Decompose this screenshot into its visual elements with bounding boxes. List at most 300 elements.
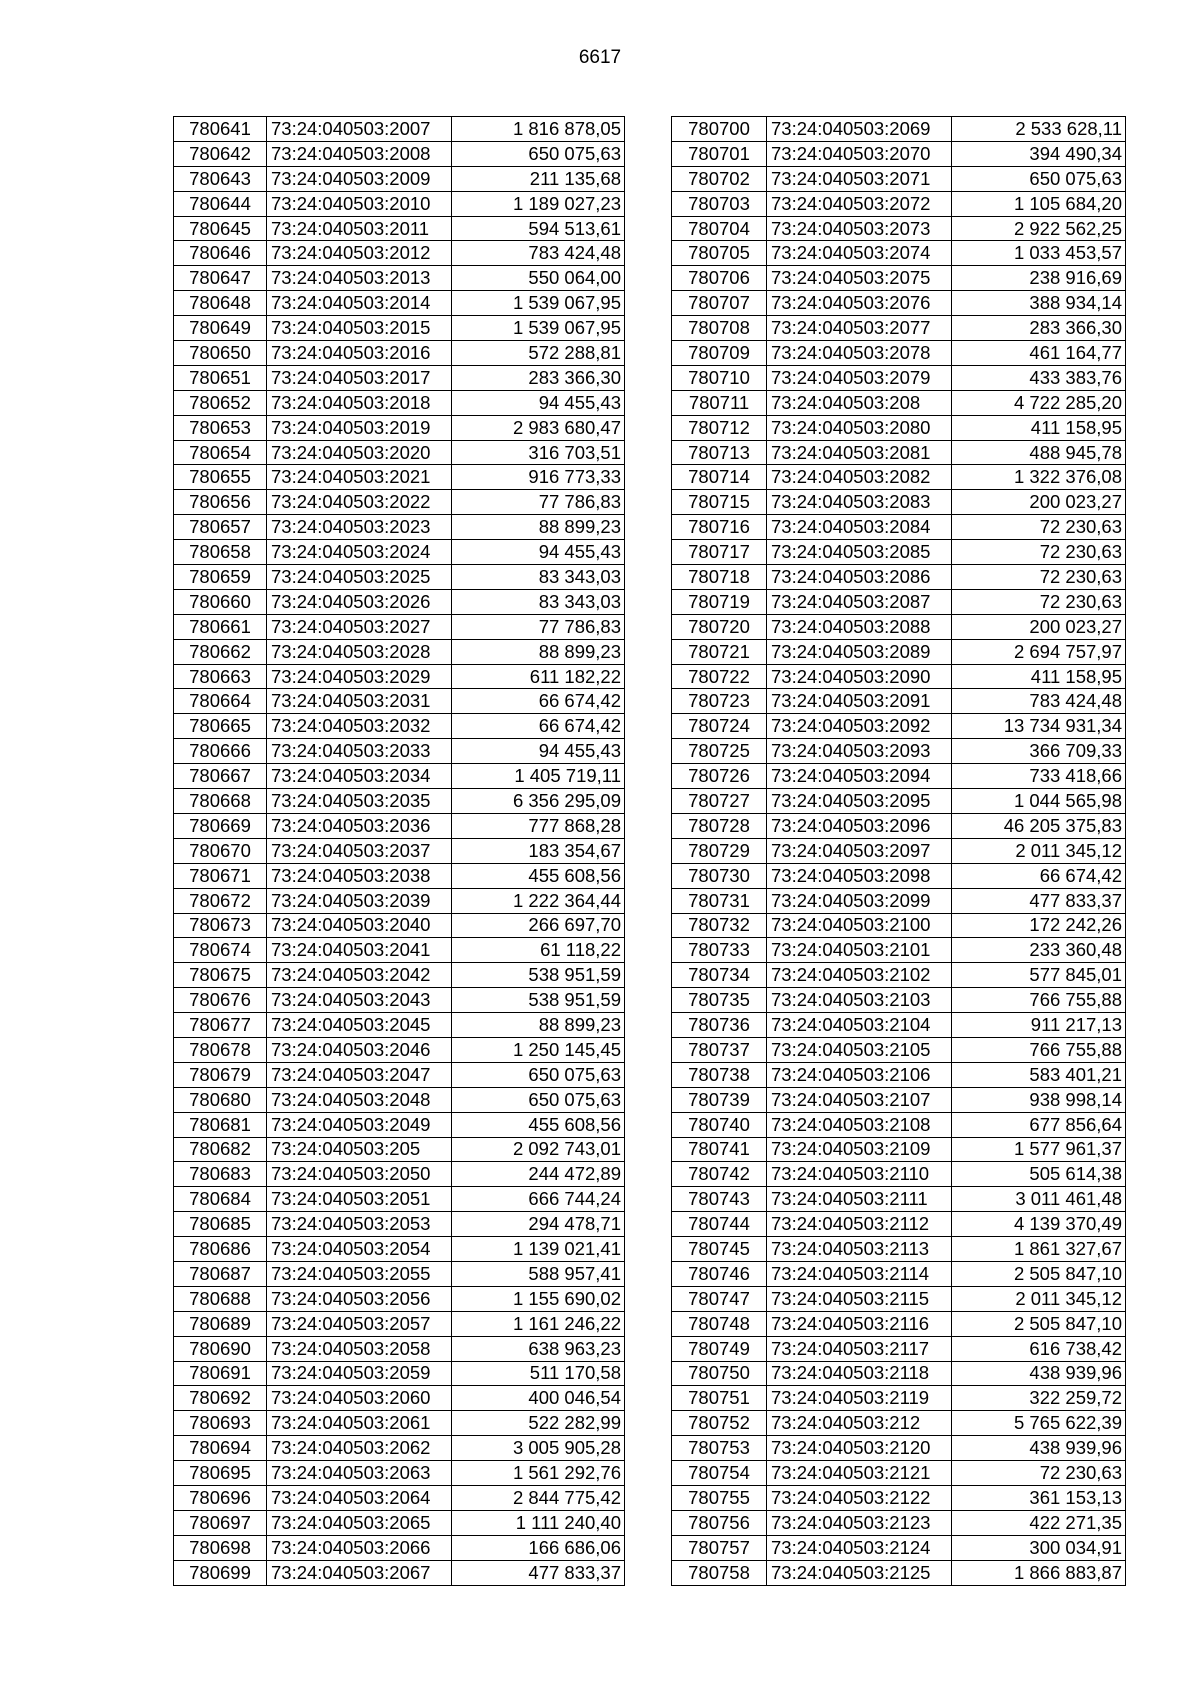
table-row	[174, 415, 625, 440]
value-cell: 550 064,00	[452, 266, 625, 291]
record-number-cell: 780682	[174, 1137, 267, 1162]
value-cell: 433 383,76	[952, 365, 1126, 390]
value-cell: 783 424,48	[452, 241, 625, 266]
record-number-cell: 780735	[672, 988, 767, 1013]
table-row	[174, 963, 625, 988]
record-number-cell: 780684	[174, 1187, 267, 1212]
cadastral-number-cell: 73:24:040503:2081	[767, 440, 952, 465]
record-number-cell: 780724	[672, 714, 767, 739]
table-row	[174, 141, 625, 166]
record-number-cell: 780750	[672, 1361, 767, 1386]
cadastral-number-cell: 73:24:040503:2110	[767, 1162, 952, 1187]
table-row	[672, 415, 1126, 440]
record-number-cell: 780649	[174, 316, 267, 341]
table-row	[672, 191, 1126, 216]
registry-table-left-body	[174, 117, 625, 1586]
cadastral-number-cell: 73:24:040503:2026	[267, 589, 452, 614]
value-cell: 1 111 240,40	[452, 1510, 625, 1535]
record-number-cell: 780665	[174, 714, 267, 739]
record-number-cell: 780680	[174, 1087, 267, 1112]
table-row	[174, 938, 625, 963]
value-cell: 394 490,34	[952, 141, 1126, 166]
record-number-cell: 780675	[174, 963, 267, 988]
table-row	[672, 589, 1126, 614]
cadastral-number-cell: 73:24:040503:2125	[767, 1560, 952, 1585]
table-row	[174, 664, 625, 689]
table-row	[672, 1361, 1126, 1386]
cadastral-number-cell: 73:24:040503:2121	[767, 1461, 952, 1486]
table-row	[174, 465, 625, 490]
table-row	[672, 963, 1126, 988]
table-row	[174, 838, 625, 863]
value-cell: 594 513,61	[452, 216, 625, 241]
cadastral-number-cell: 73:24:040503:2076	[767, 291, 952, 316]
table-row	[672, 365, 1126, 390]
table-row	[174, 241, 625, 266]
record-number-cell: 780730	[672, 863, 767, 888]
record-number-cell: 780745	[672, 1237, 767, 1262]
table-row	[672, 1237, 1126, 1262]
record-number-cell: 780704	[672, 216, 767, 241]
value-cell: 616 738,42	[952, 1336, 1126, 1361]
record-number-cell: 780708	[672, 316, 767, 341]
table-row	[174, 291, 625, 316]
record-number-cell: 780728	[672, 813, 767, 838]
value-cell: 522 282,99	[452, 1411, 625, 1436]
record-number-cell: 780755	[672, 1485, 767, 1510]
value-cell: 66 674,42	[452, 689, 625, 714]
cadastral-number-cell: 73:24:040503:2098	[767, 863, 952, 888]
table-row	[174, 714, 625, 739]
cadastral-number-cell: 73:24:040503:2115	[767, 1286, 952, 1311]
table-row	[174, 390, 625, 415]
record-number-cell: 780655	[174, 465, 267, 490]
record-number-cell: 780669	[174, 813, 267, 838]
value-cell: 1 222 364,44	[452, 888, 625, 913]
record-number-cell: 780677	[174, 1013, 267, 1038]
cadastral-number-cell: 73:24:040503:2100	[767, 913, 952, 938]
value-cell: 88 899,23	[452, 1013, 625, 1038]
cadastral-number-cell: 73:24:040503:2094	[767, 764, 952, 789]
record-number-cell: 780646	[174, 241, 267, 266]
value-cell: 1 861 327,67	[952, 1237, 1126, 1262]
value-cell: 455 608,56	[452, 1112, 625, 1137]
table-row	[672, 490, 1126, 515]
table-row	[174, 589, 625, 614]
record-number-cell: 780699	[174, 1560, 267, 1585]
record-number-cell: 780673	[174, 913, 267, 938]
record-number-cell: 780709	[672, 341, 767, 366]
cadastral-number-cell: 73:24:040503:2034	[267, 764, 452, 789]
cadastral-number-cell: 73:24:040503:2071	[767, 166, 952, 191]
cadastral-number-cell: 73:24:040503:2058	[267, 1336, 452, 1361]
cadastral-number-cell: 73:24:040503:2114	[767, 1261, 952, 1286]
table-row	[672, 639, 1126, 664]
value-cell: 511 170,58	[452, 1361, 625, 1386]
cadastral-number-cell: 73:24:040503:2087	[767, 589, 952, 614]
value-cell: 166 686,06	[452, 1535, 625, 1560]
value-cell: 666 744,24	[452, 1187, 625, 1212]
value-cell: 1 816 878,05	[452, 117, 625, 142]
value-cell: 72 230,63	[952, 515, 1126, 540]
cadastral-number-cell: 73:24:040503:2093	[767, 739, 952, 764]
value-cell: 211 135,68	[452, 166, 625, 191]
table-row	[672, 1087, 1126, 1112]
table-row	[672, 1436, 1126, 1461]
cadastral-number-cell: 73:24:040503:2102	[767, 963, 952, 988]
value-cell: 77 786,83	[452, 614, 625, 639]
record-number-cell: 780681	[174, 1112, 267, 1137]
cadastral-number-cell: 73:24:040503:2017	[267, 365, 452, 390]
table-row	[672, 316, 1126, 341]
record-number-cell: 780701	[672, 141, 767, 166]
table-row	[672, 764, 1126, 789]
value-cell: 3 005 905,28	[452, 1436, 625, 1461]
table-row	[174, 813, 625, 838]
value-cell: 294 478,71	[452, 1212, 625, 1237]
record-number-cell: 780752	[672, 1411, 767, 1436]
table-row	[174, 1361, 625, 1386]
value-cell: 766 755,88	[952, 988, 1126, 1013]
record-number-cell: 780658	[174, 540, 267, 565]
table-row	[174, 440, 625, 465]
record-number-cell: 780712	[672, 415, 767, 440]
record-number-cell: 780726	[672, 764, 767, 789]
table-row	[672, 988, 1126, 1013]
table-row	[174, 888, 625, 913]
record-number-cell: 780710	[672, 365, 767, 390]
value-cell: 611 182,22	[452, 664, 625, 689]
cadastral-number-cell: 73:24:040503:2018	[267, 390, 452, 415]
cadastral-number-cell: 73:24:040503:2082	[767, 465, 952, 490]
cadastral-number-cell: 73:24:040503:2108	[767, 1112, 952, 1137]
value-cell: 200 023,27	[952, 614, 1126, 639]
value-cell: 183 354,67	[452, 838, 625, 863]
table-row	[672, 1560, 1126, 1585]
value-cell: 650 075,63	[452, 141, 625, 166]
record-number-cell: 780747	[672, 1286, 767, 1311]
table-row	[672, 117, 1126, 142]
registry-table-left	[173, 116, 625, 1586]
value-cell: 172 242,26	[952, 913, 1126, 938]
record-number-cell: 780723	[672, 689, 767, 714]
table-row	[174, 614, 625, 639]
table-row	[174, 1436, 625, 1461]
cadastral-number-cell: 73:24:040503:2015	[267, 316, 452, 341]
cadastral-number-cell: 73:24:040503:2107	[767, 1087, 952, 1112]
value-cell: 238 916,69	[952, 266, 1126, 291]
value-cell: 438 939,96	[952, 1361, 1126, 1386]
cadastral-number-cell: 73:24:040503:2041	[267, 938, 452, 963]
table-row	[672, 888, 1126, 913]
table-row	[672, 166, 1126, 191]
cadastral-number-cell: 73:24:040503:2050	[267, 1162, 452, 1187]
table-row	[174, 266, 625, 291]
cadastral-number-cell: 73:24:040503:2056	[267, 1286, 452, 1311]
record-number-cell: 780692	[174, 1386, 267, 1411]
table-row	[174, 341, 625, 366]
cadastral-number-cell: 73:24:040503:2092	[767, 714, 952, 739]
record-number-cell: 780678	[174, 1037, 267, 1062]
record-number-cell: 780647	[174, 266, 267, 291]
value-cell: 322 259,72	[952, 1386, 1126, 1411]
table-row	[672, 1461, 1126, 1486]
cadastral-number-cell: 73:24:040503:2028	[267, 639, 452, 664]
record-number-cell: 780734	[672, 963, 767, 988]
cadastral-number-cell: 73:24:040503:2111	[767, 1187, 952, 1212]
value-cell: 266 697,70	[452, 913, 625, 938]
table-row	[672, 540, 1126, 565]
cadastral-number-cell: 73:24:040503:2008	[267, 141, 452, 166]
value-cell: 1 577 961,37	[952, 1137, 1126, 1162]
table-row	[174, 1137, 625, 1162]
table-row	[672, 913, 1126, 938]
cadastral-number-cell: 73:24:040503:2014	[267, 291, 452, 316]
value-cell: 477 833,37	[452, 1560, 625, 1585]
cadastral-number-cell: 73:24:040503:2016	[267, 341, 452, 366]
cadastral-number-cell: 73:24:040503:2122	[767, 1485, 952, 1510]
record-number-cell: 780659	[174, 565, 267, 590]
record-number-cell: 780650	[174, 341, 267, 366]
cadastral-number-cell: 73:24:040503:2072	[767, 191, 952, 216]
record-number-cell: 780663	[174, 664, 267, 689]
record-number-cell: 780711	[672, 390, 767, 415]
value-cell: 2 011 345,12	[952, 1286, 1126, 1311]
cadastral-number-cell: 73:24:040503:2053	[267, 1212, 452, 1237]
table-row	[672, 813, 1126, 838]
record-number-cell: 780729	[672, 838, 767, 863]
value-cell: 283 366,30	[952, 316, 1126, 341]
record-number-cell: 780719	[672, 589, 767, 614]
value-cell: 72 230,63	[952, 589, 1126, 614]
value-cell: 1 405 719,11	[452, 764, 625, 789]
table-row	[174, 1187, 625, 1212]
value-cell: 72 230,63	[952, 540, 1126, 565]
record-number-cell: 780758	[672, 1560, 767, 1585]
value-cell: 94 455,43	[452, 739, 625, 764]
table-row	[174, 1062, 625, 1087]
cadastral-number-cell: 73:24:040503:2061	[267, 1411, 452, 1436]
cadastral-number-cell: 73:24:040503:2042	[267, 963, 452, 988]
value-cell: 2 505 847,10	[952, 1261, 1126, 1286]
cadastral-number-cell: 73:24:040503:2010	[267, 191, 452, 216]
value-cell: 733 418,66	[952, 764, 1126, 789]
cadastral-number-cell: 73:24:040503:2123	[767, 1510, 952, 1535]
record-number-cell: 780687	[174, 1261, 267, 1286]
cadastral-number-cell: 73:24:040503:2060	[267, 1386, 452, 1411]
value-cell: 650 075,63	[952, 166, 1126, 191]
record-number-cell: 780689	[174, 1311, 267, 1336]
value-cell: 5 765 622,39	[952, 1411, 1126, 1436]
record-number-cell: 780674	[174, 938, 267, 963]
cadastral-number-cell: 73:24:040503:2063	[267, 1461, 452, 1486]
table-row	[672, 341, 1126, 366]
cadastral-number-cell: 73:24:040503:2095	[767, 789, 952, 814]
value-cell: 588 957,41	[452, 1261, 625, 1286]
record-number-cell: 780690	[174, 1336, 267, 1361]
value-cell: 2 844 775,42	[452, 1485, 625, 1510]
record-number-cell: 780653	[174, 415, 267, 440]
value-cell: 650 075,63	[452, 1062, 625, 1087]
table-row	[672, 664, 1126, 689]
record-number-cell: 780662	[174, 639, 267, 664]
record-number-cell: 780652	[174, 390, 267, 415]
cadastral-number-cell: 73:24:040503:208	[767, 390, 952, 415]
cadastral-number-cell: 73:24:040503:2039	[267, 888, 452, 913]
cadastral-number-cell: 73:24:040503:2116	[767, 1311, 952, 1336]
cadastral-number-cell: 73:24:040503:2047	[267, 1062, 452, 1087]
cadastral-number-cell: 73:24:040503:2066	[267, 1535, 452, 1560]
cadastral-number-cell: 73:24:040503:2085	[767, 540, 952, 565]
record-number-cell: 780743	[672, 1187, 767, 1212]
value-cell: 411 158,95	[952, 415, 1126, 440]
value-cell: 361 153,13	[952, 1485, 1126, 1510]
cadastral-number-cell: 73:24:040503:2025	[267, 565, 452, 590]
cadastral-number-cell: 73:24:040503:2032	[267, 714, 452, 739]
table-row	[174, 490, 625, 515]
record-number-cell: 780725	[672, 739, 767, 764]
record-number-cell: 780717	[672, 540, 767, 565]
record-number-cell: 780666	[174, 739, 267, 764]
cadastral-number-cell: 73:24:040503:2046	[267, 1037, 452, 1062]
record-number-cell: 780742	[672, 1162, 767, 1187]
value-cell: 66 674,42	[452, 714, 625, 739]
cadastral-number-cell: 73:24:040503:2059	[267, 1361, 452, 1386]
cadastral-number-cell: 73:24:040503:2051	[267, 1187, 452, 1212]
record-number-cell: 780703	[672, 191, 767, 216]
table-row	[174, 1013, 625, 1038]
cadastral-number-cell: 73:24:040503:2078	[767, 341, 952, 366]
table-row	[174, 1485, 625, 1510]
value-cell: 2 011 345,12	[952, 838, 1126, 863]
table-row	[672, 241, 1126, 266]
cadastral-number-cell: 73:24:040503:2023	[267, 515, 452, 540]
table-row	[174, 1560, 625, 1585]
table-row	[672, 739, 1126, 764]
value-cell: 13 734 931,34	[952, 714, 1126, 739]
value-cell: 777 868,28	[452, 813, 625, 838]
table-row	[174, 1411, 625, 1436]
record-number-cell: 780722	[672, 664, 767, 689]
cadastral-number-cell: 73:24:040503:2033	[267, 739, 452, 764]
record-number-cell: 780707	[672, 291, 767, 316]
record-number-cell: 780654	[174, 440, 267, 465]
record-number-cell: 780683	[174, 1162, 267, 1187]
record-number-cell: 780721	[672, 639, 767, 664]
record-number-cell: 780667	[174, 764, 267, 789]
table-row	[672, 440, 1126, 465]
record-number-cell: 780718	[672, 565, 767, 590]
record-number-cell: 780714	[672, 465, 767, 490]
table-row	[672, 515, 1126, 540]
cadastral-number-cell: 73:24:040503:2084	[767, 515, 952, 540]
value-cell: 6 356 295,09	[452, 789, 625, 814]
record-number-cell: 780651	[174, 365, 267, 390]
cadastral-number-cell: 73:24:040503:2117	[767, 1336, 952, 1361]
table-row	[672, 1386, 1126, 1411]
value-cell: 4 722 285,20	[952, 390, 1126, 415]
record-number-cell: 780679	[174, 1062, 267, 1087]
value-cell: 577 845,01	[952, 963, 1126, 988]
value-cell: 1 139 021,41	[452, 1237, 625, 1262]
table-row	[672, 1037, 1126, 1062]
cadastral-number-cell: 73:24:040503:2088	[767, 614, 952, 639]
cadastral-number-cell: 73:24:040503:2109	[767, 1137, 952, 1162]
table-row	[174, 540, 625, 565]
value-cell: 388 934,14	[952, 291, 1126, 316]
record-number-cell: 780737	[672, 1037, 767, 1062]
table-row	[174, 913, 625, 938]
record-number-cell: 780691	[174, 1361, 267, 1386]
cadastral-number-cell: 73:24:040503:2113	[767, 1237, 952, 1262]
table-row	[174, 117, 625, 142]
table-row	[672, 1535, 1126, 1560]
table-row	[672, 565, 1126, 590]
value-cell: 2 694 757,97	[952, 639, 1126, 664]
table-row	[174, 789, 625, 814]
record-number-cell: 780697	[174, 1510, 267, 1535]
table-row	[174, 1087, 625, 1112]
record-number-cell: 780733	[672, 938, 767, 963]
record-number-cell: 780702	[672, 166, 767, 191]
record-number-cell: 780693	[174, 1411, 267, 1436]
registry-table-right	[671, 116, 1126, 1586]
record-number-cell: 780670	[174, 838, 267, 863]
cadastral-number-cell: 73:24:040503:2077	[767, 316, 952, 341]
value-cell: 2 922 562,25	[952, 216, 1126, 241]
record-number-cell: 780748	[672, 1311, 767, 1336]
record-number-cell: 780700	[672, 117, 767, 142]
table-row	[174, 764, 625, 789]
table-row	[672, 1062, 1126, 1087]
cadastral-number-cell: 73:24:040503:2099	[767, 888, 952, 913]
cadastral-number-cell: 73:24:040503:2043	[267, 988, 452, 1013]
cadastral-number-cell: 73:24:040503:2048	[267, 1087, 452, 1112]
value-cell: 938 998,14	[952, 1087, 1126, 1112]
table-row	[174, 515, 625, 540]
table-row	[174, 1237, 625, 1262]
record-number-cell: 780741	[672, 1137, 767, 1162]
table-row	[174, 565, 625, 590]
cadastral-number-cell: 73:24:040503:2104	[767, 1013, 952, 1038]
cadastral-number-cell: 73:24:040503:2055	[267, 1261, 452, 1286]
record-number-cell: 780727	[672, 789, 767, 814]
value-cell: 94 455,43	[452, 390, 625, 415]
record-number-cell: 780756	[672, 1510, 767, 1535]
table-row	[174, 316, 625, 341]
record-number-cell: 780657	[174, 515, 267, 540]
value-cell: 2 983 680,47	[452, 415, 625, 440]
record-number-cell: 780696	[174, 1485, 267, 1510]
value-cell: 438 939,96	[952, 1436, 1126, 1461]
cadastral-number-cell: 73:24:040503:2120	[767, 1436, 952, 1461]
value-cell: 1 189 027,23	[452, 191, 625, 216]
record-number-cell: 780694	[174, 1436, 267, 1461]
cadastral-number-cell: 73:24:040503:2067	[267, 1560, 452, 1585]
table-row	[174, 1336, 625, 1361]
table-row	[174, 1510, 625, 1535]
value-cell: 1 044 565,98	[952, 789, 1126, 814]
value-cell: 916 773,33	[452, 465, 625, 490]
cadastral-number-cell: 73:24:040503:2045	[267, 1013, 452, 1038]
value-cell: 677 856,64	[952, 1112, 1126, 1137]
value-cell: 2 092 743,01	[452, 1137, 625, 1162]
table-row	[672, 1013, 1126, 1038]
value-cell: 538 951,59	[452, 963, 625, 988]
value-cell: 3 011 461,48	[952, 1187, 1126, 1212]
table-row	[672, 141, 1126, 166]
value-cell: 200 023,27	[952, 490, 1126, 515]
